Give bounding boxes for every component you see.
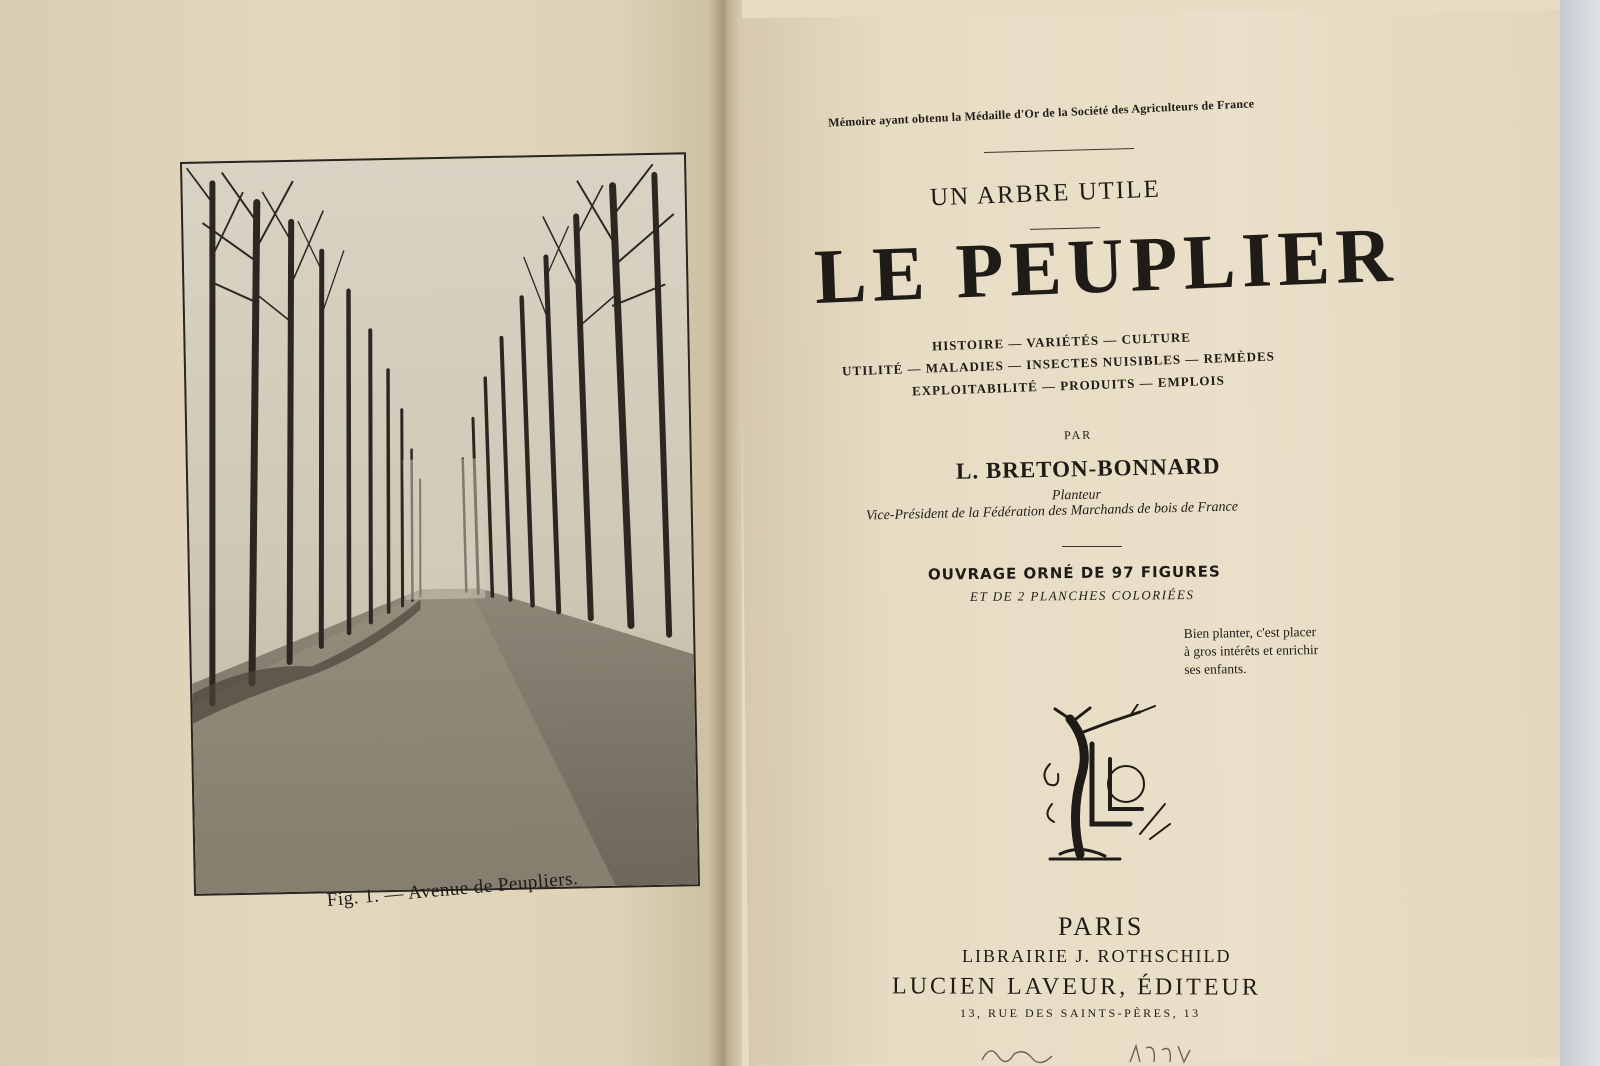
publisher-emblem-icon — [1030, 704, 1180, 864]
topics-line: HISTOIRE — VARIÉTÉS — CULTURE — [931, 329, 1192, 354]
medal-notice: Mémoire ayant obtenu la Médaille d'Or de la Société des Agriculteurs de France — [827, 96, 1255, 130]
book-title: LE PEUPLIER — [812, 210, 1400, 320]
publisher-address: 13, RUE DES SAINTS-PÈRES, 13 — [960, 1006, 1201, 1020]
book-gutter — [708, 0, 742, 1066]
right-page — [738, 9, 1589, 1066]
publisher-name: LUCIEN LAVEUR, ÉDITEUR — [891, 973, 1261, 1001]
author-title: Vice-Président de la Fédération des Marchands de bois de France — [865, 499, 1239, 524]
book-subtitle: UN ARBRE UTILE — [929, 175, 1162, 212]
epigraph-line: à gros intérêts et enrichir — [1183, 642, 1319, 659]
epigraph-line: Bien planter, c'est placer — [1183, 624, 1317, 641]
plates-note: ET DE 2 PLANCHES COLORIÉES — [969, 587, 1195, 604]
poplar-avenue-photo — [180, 152, 700, 896]
author-role: Planteur — [1051, 487, 1102, 504]
epigraph — [1184, 623, 1319, 679]
epigraph-line: ses enfants. — [1184, 661, 1247, 677]
topics-line: EXPLOITABILITÉ — PRODUITS — EMPLOIS — [911, 372, 1226, 399]
figure-caption: Fig. 1. — Avenue de Peupliers. — [326, 868, 579, 911]
library-name: LIBRAIRIE J. ROTHSCHILD — [962, 946, 1232, 966]
table-surface — [1560, 0, 1600, 1066]
ornament-rule — [1062, 546, 1122, 547]
publication-city: PARIS — [1058, 912, 1145, 941]
by-label: PAR — [1063, 427, 1093, 443]
figures-note: OUVRAGE ORNÉ DE 97 FIGURES — [927, 562, 1221, 584]
pencil-annotation — [980, 1040, 1200, 1066]
topics-line: UTILITÉ — MALADIES — INSECTES NUISIBLES — REMÈDES — [841, 348, 1276, 379]
author-name: L. BRETON-BONNARD — [955, 453, 1221, 484]
